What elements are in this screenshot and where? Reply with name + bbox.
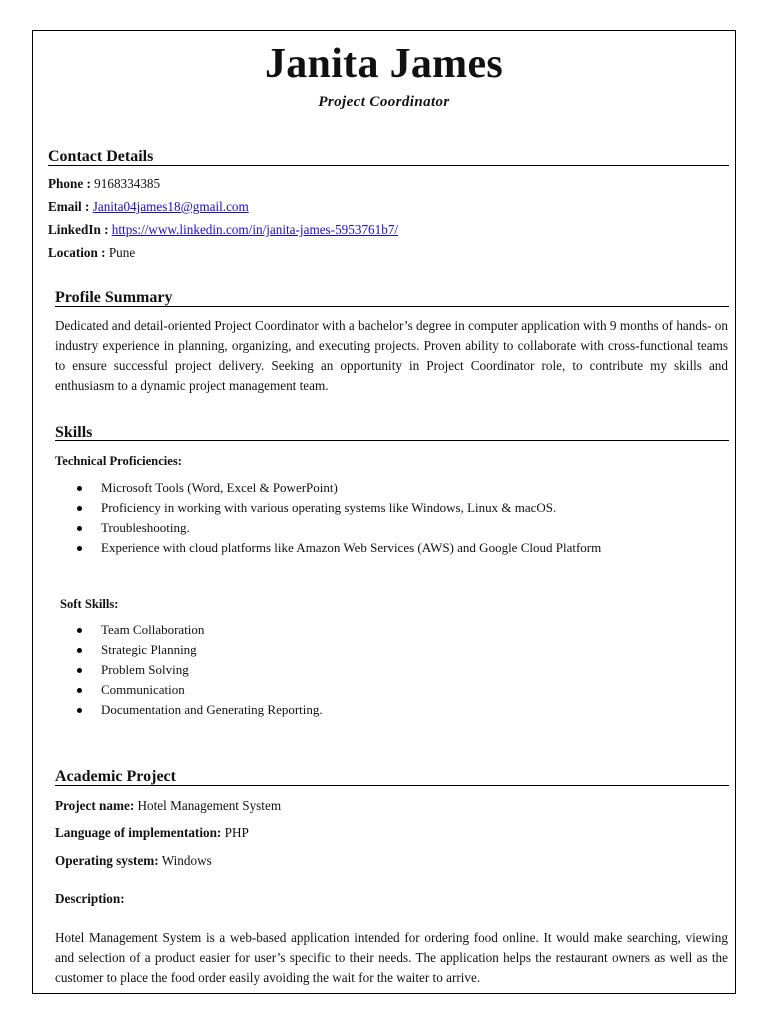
phone-label: Phone :: [48, 176, 91, 191]
bullet-icon: [77, 668, 82, 673]
phone-value: 9168334385: [94, 176, 161, 191]
list-item: Communication: [77, 680, 323, 700]
profile-heading: Profile Summary: [55, 289, 173, 306]
bullet-icon: [77, 648, 82, 653]
bullet-icon: [77, 628, 82, 633]
project-name-label: Project name:: [55, 798, 135, 813]
soft-skills-heading: Soft Skills:: [60, 597, 119, 611]
technical-proficiencies-heading: Technical Proficiencies:: [55, 454, 182, 468]
list-item: Team Collaboration: [77, 620, 323, 640]
linkedin-label: LinkedIn :: [48, 222, 109, 237]
bullet-icon: [77, 708, 82, 713]
bullet-icon: [77, 526, 82, 531]
bullet-icon: [77, 506, 82, 511]
project-name-value: Hotel Management System: [137, 798, 282, 813]
list-item: Documentation and Generating Reporting.: [77, 700, 323, 720]
academic-project-heading: Academic Project: [55, 768, 176, 785]
bullet-icon: [77, 546, 82, 551]
language-value: PHP: [224, 825, 249, 840]
skills-heading: Skills: [55, 424, 93, 441]
location-line: [48, 245, 135, 261]
description-label: Description:: [55, 891, 125, 906]
operating-system-line: [55, 853, 212, 869]
list-item: Troubleshooting.: [77, 518, 601, 538]
list-item: Experience with cloud platforms like Amazon Web Services (AWS) and Google Cloud Platform: [77, 538, 601, 558]
profile-divider: [55, 306, 729, 307]
list-item: Strategic Planning: [77, 640, 323, 660]
project-description-text: Hotel Management System is a web-based application intended for ordering food online. It would make searching, viewing and selection of a product easier for user’s specific to their needs. The application helps the restaurant owners as well as the customer to place the food order easily avoiding the wait for the waiter to arrive.: [55, 930, 728, 985]
email-label: Email :: [48, 199, 90, 214]
bullet-icon: [77, 688, 82, 693]
contact-heading: Contact Details: [48, 148, 154, 165]
list-item: Proficiency in working with various operating systems like Windows, Linux & macOS.: [77, 498, 601, 518]
profile-summary-text: Dedicated and detail-oriented Project Coordinator with a bachelor’s degree in computer application with 9 months of hands- on industry experience in planning, organizing, and executing projects. Proven ability to collaborate with cross-functional teams to ensure successful project delivery. Seeking an opportunity in Project Coordinator role, to contribute my skills and enthusiasm to a dynamic project management team.: [55, 318, 728, 393]
soft-skills-list: [77, 620, 323, 720]
location-value: Pune: [108, 245, 136, 260]
project-name-line: [55, 798, 281, 814]
operating-system-label: Operating system:: [55, 853, 159, 868]
language-label: Language of implementation:: [55, 825, 222, 840]
skills-divider: [55, 440, 729, 441]
phone-line: [48, 176, 160, 192]
technical-skills-list: [77, 478, 601, 558]
list-item: Microsoft Tools (Word, Excel & PowerPoint): [77, 478, 601, 498]
description-line: [55, 891, 125, 907]
language-line: [55, 825, 249, 841]
linkedin-line: [48, 222, 398, 238]
candidate-name: Janita James: [264, 41, 504, 87]
academic-project-divider: [55, 785, 729, 786]
linkedin-link[interactable]: https://www.linkedin.com/in/janita-james-5953761b7/: [111, 222, 399, 237]
email-link[interactable]: Janita04james18@gmail.com: [92, 199, 249, 214]
candidate-title: Project Coordinator: [318, 94, 450, 110]
operating-system-value: Windows: [161, 853, 212, 868]
contact-divider: [48, 165, 729, 166]
location-label: Location :: [48, 245, 106, 260]
bullet-icon: [77, 486, 82, 491]
list-item: Problem Solving: [77, 660, 323, 680]
email-line: [48, 199, 249, 215]
